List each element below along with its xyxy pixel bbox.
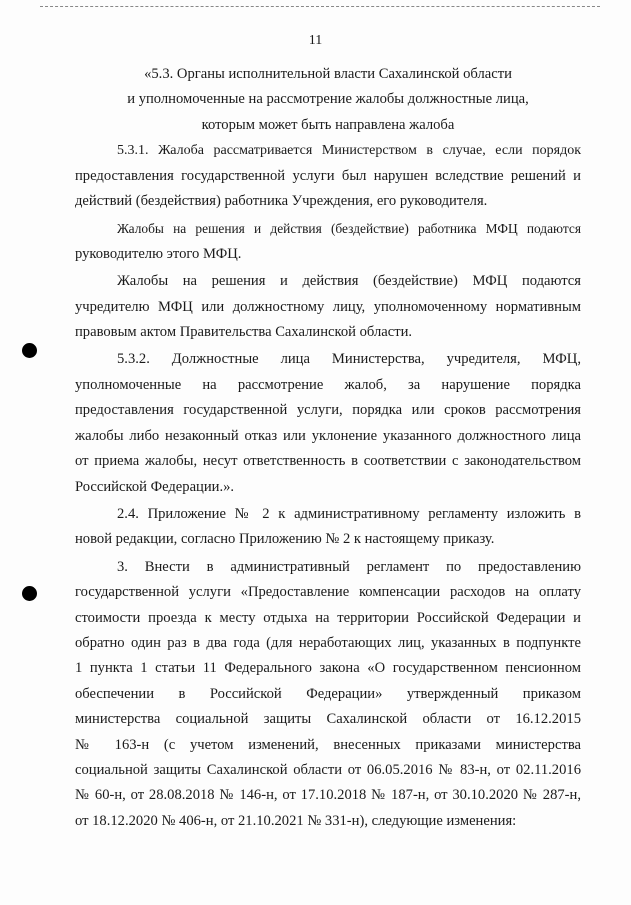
- paragraph: [75, 347, 581, 499]
- text-line: уполномоченные на рассмотрение жалоб, за нарушение порядка: [75, 376, 581, 393]
- text-line: стоимости проезда к месту отдыха на территории Российской Федерации и: [75, 609, 581, 626]
- punch-hole-mark: [22, 586, 37, 601]
- heading-line: «5.3. Органы исполнительной власти Сахалинской области: [144, 66, 512, 82]
- paragraph: [75, 502, 581, 553]
- paragraph: [75, 216, 581, 267]
- page-number: 11: [308, 33, 323, 48]
- punch-hole-mark: [22, 343, 37, 358]
- paragraph: [75, 269, 581, 345]
- text-line: действий (бездействия) работника Учреждения, его руководителя.: [75, 193, 488, 210]
- text-line: министерства социальной защиты Сахалинской области от 16.12.2015: [75, 711, 581, 728]
- text-line: Жалобы на решения и действия (бездействие) МФЦ подаются: [117, 273, 581, 290]
- text-line: Российской Федерации.».: [75, 478, 235, 495]
- heading-line: и уполномоченные на рассмотрение жалобы должностные лица,: [127, 91, 529, 108]
- text-line: № 60-н, от 28.08.2018 № 146-н, от 17.10.2018 № 187-н, от 30.10.2020 № 287-н,: [75, 787, 581, 804]
- text-line: 5.3.2. Должностные лица Министерства, учредителя, МФЦ,: [117, 351, 581, 368]
- text-line: социальной защиты Сахалинской области от 06.05.2016 № 83-н, от 02.11.2016: [75, 761, 581, 778]
- text-line: обратно один раз в два года (для неработающих лиц, указанных в подпункте: [75, 634, 581, 651]
- paragraph: [75, 138, 581, 214]
- text-line: 2.4. Приложение № 2 к административному регламенту изложить в: [117, 505, 581, 522]
- text-line: государственной услуги «Предоставление компенсации расходов на оплату: [75, 584, 581, 601]
- text-line: от приема жалобы, несут ответственность в соответствии с законодательством: [75, 453, 581, 470]
- text-line: Жалобы на решения и действия (бездействие) работника МФЦ подаются: [117, 221, 581, 237]
- text-line: 3. Внести в административный регламент по предоставлению: [117, 558, 581, 575]
- text-line: от 18.12.2020 № 406-н, от 21.10.2021 № 331-н), следующие изменения:: [75, 812, 517, 829]
- document-body: [75, 62, 581, 834]
- text-line: новой редакции, согласно Приложению № 2 к настоящему приказу.: [75, 531, 495, 548]
- text-line: 1 пункта 1 статьи 11 Федерального закона «О государственном пенсионном: [75, 660, 581, 677]
- text-line: предоставления государственной услуги был нарушен вследствие решений и: [75, 167, 581, 184]
- text-line: правовым актом Правительства Сахалинской области.: [75, 324, 413, 341]
- scan-edge-line: [40, 6, 600, 7]
- text-line: предоставления государственной услуги, порядка или сроков рассмотрения: [75, 402, 581, 419]
- paragraph: [75, 555, 581, 834]
- text-line: жалобы либо незаконный отказ или уклонение указанного должностного лица: [75, 427, 581, 444]
- text-line: № 163-н (с учетом изменений, внесенных приказами министерства: [75, 736, 581, 753]
- text-line: учредителю МФЦ или должностному лицу, уполномоченному нормативным: [75, 298, 581, 315]
- heading-line: которым может быть направлена жалоба: [201, 116, 455, 133]
- text-line: руководителю этого МФЦ.: [75, 245, 242, 262]
- section-heading: [75, 62, 581, 138]
- text-line: 5.3.1. Жалоба рассматривается Министерством в случае, если порядок: [117, 143, 581, 159]
- text-line: обеспечении в Российской Федерации» утвержденный приказом: [75, 685, 581, 702]
